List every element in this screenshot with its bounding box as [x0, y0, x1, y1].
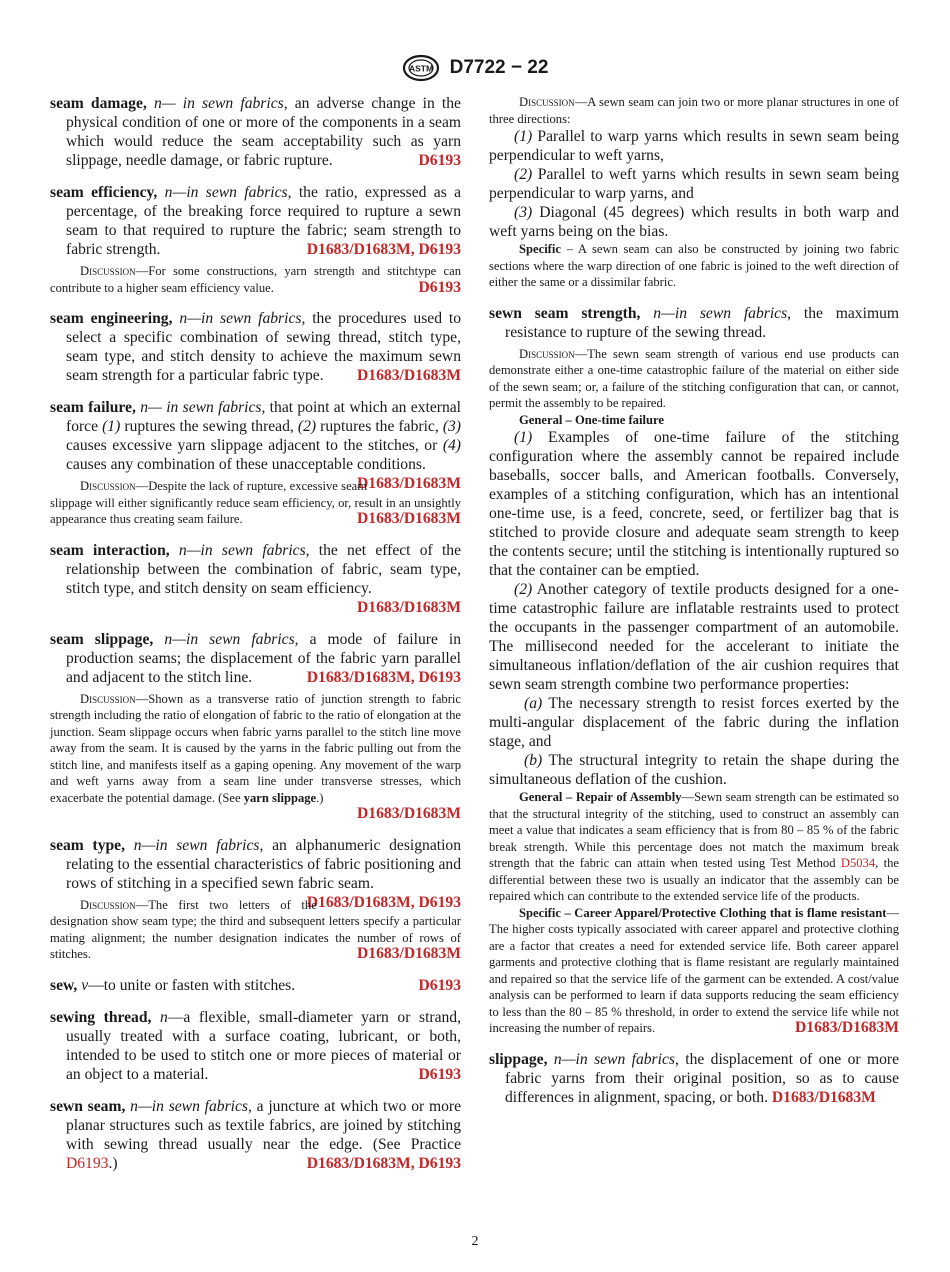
- logo-text: ASTM: [408, 63, 433, 74]
- discussion-label: Discussion: [80, 897, 136, 912]
- entry-seam-damage: [50, 94, 461, 170]
- item-number: (4): [442, 437, 461, 454]
- part-of-speech: n— in sewn fabrics: [153, 95, 284, 112]
- part-of-speech: n—in sewn fabrics: [164, 184, 288, 201]
- discussion-label: Discussion: [519, 346, 575, 361]
- standard-reference[interactable]: D1683/D1683M: [357, 510, 461, 527]
- entry-sewn-seam-strength: [489, 304, 899, 342]
- cross-reference-term: yarn slippage: [243, 790, 317, 805]
- discussion-text-end: .): [316, 790, 324, 805]
- left-column: [50, 94, 461, 1186]
- term: seam damage,: [50, 95, 147, 112]
- term: seam interaction,: [50, 541, 170, 559]
- term: sewn seam strength,: [489, 304, 641, 322]
- term: seam type,: [50, 836, 125, 854]
- term: seam efficiency,: [50, 184, 158, 201]
- document-number: D7722 − 22: [449, 57, 549, 78]
- part-of-speech: n—in sewn fabrics: [553, 1050, 675, 1068]
- item-number: (2): [297, 418, 317, 435]
- part-of-speech: n—in sewn fabrics: [130, 1097, 248, 1115]
- entry-seam-efficiency: [50, 183, 461, 296]
- definition: , the procedures used to select a specific combination of sewing thread, stitch type, seam type, and stitch density to achieve the maximum sewn seam strength for a particular fabric type.: [66, 310, 461, 384]
- part-of-speech: n—in sewn fabrics: [133, 836, 260, 854]
- part-of-speech: n— in sewn fabrics: [140, 399, 262, 416]
- standard-reference[interactable]: D1683/D1683M: [357, 367, 461, 384]
- definition-part: , that point at which an external force: [66, 399, 461, 435]
- page-number: 2: [471, 1234, 479, 1249]
- astm-logo-icon: [402, 54, 440, 82]
- entry-seam-failure: [50, 398, 461, 528]
- strength-item: [489, 580, 899, 694]
- definition-part: ruptures the fabric,: [316, 418, 443, 435]
- entry-seam-interaction: [50, 541, 461, 617]
- discussion-text: —The first two letters of the designation show seam type; the third and subsequent letters specify a particular mating alignment; the number designation indicates the number of rows of stitches.: [50, 897, 461, 961]
- standard-reference[interactable]: D1683/D1683M, D6193: [306, 668, 461, 686]
- item-number: (3): [514, 204, 533, 221]
- strength-subitem: [489, 751, 899, 789]
- item-number: (1): [514, 128, 533, 145]
- item-letter: (b): [524, 752, 543, 769]
- standard-reference[interactable]: D1683/D1683M: [357, 475, 461, 492]
- item-text: Examples of one-time failure of the stitching configuration where the assembly cannot be repaired include baseballs, soccer balls, and American footballs. Conversely, examples of a stitching configuration, which has an intentional one-time use, is a feed, concrete, seed, or fertilizer bag that is stitched to provide closure and adequate seam strength to keep the contents secure; until the stitching is intentionally ruptured so that the container can be emptied.: [489, 429, 899, 579]
- part-of-speech: n: [160, 1008, 168, 1026]
- item-text: The necessary strength to resist forces exerted by the multi-angular displacement of the fabric during the inflation stage, and: [489, 695, 899, 750]
- standard-reference[interactable]: D6193: [418, 1065, 461, 1083]
- definition: —to unite or fasten with stitches.: [88, 976, 296, 994]
- item-letter: (a): [524, 695, 543, 712]
- discussion-text: —For some constructions, yarn strength and stitchtype can contribute to a higher seam efficiency value.: [50, 264, 461, 295]
- discussion-text: —A sewn seam can join two or more planar structures in one of three directions:: [489, 95, 899, 126]
- discussion-text: —Shown as a transverse ratio of junction strength to fabric strength including the ratio of elongation of fabric to the ratio of elongation at the junction. Seam slippage occurs when fabric yarns parallel to the stitch line move away from the seam. It is caused by the yarns in the fabric pulling out from the stitch line, and manifests itself as a gaping opening. Any movement of the warp and weft yarns away from a seam line under transverse stresses, which exacerbate the potential damage. (See: [50, 691, 461, 805]
- direction-item: [489, 165, 899, 203]
- item-number: (2): [514, 581, 533, 598]
- item-text: The structural integrity to retain the shape during the simultaneous deflation of the cushion.: [489, 752, 899, 788]
- definition: , a mode of failure in production seams; the displacement of the fabric yarn parallel and adjacent to the stitch line.: [66, 630, 462, 686]
- standard-link[interactable]: D6193: [66, 1154, 109, 1172]
- general-heading: General – One-time failure: [519, 412, 664, 427]
- item-text: Parallel to warp yarns which results in sewn seam being perpendicular to weft yarns,: [489, 128, 899, 164]
- definition: , the net effect of the relationship between the combination of fabric, seam type, stitch type, and stitch density on seam efficiency.: [66, 541, 462, 597]
- discussion: [50, 263, 461, 296]
- right-column: [489, 94, 899, 1120]
- sewn-seam-discussion: [489, 94, 899, 127]
- repair-text-end: , the differential between these two is usually an indicator that the assembly can be repaired which can contribute to the extended service life of the products.: [489, 856, 900, 903]
- standard-reference[interactable]: D6193: [418, 278, 461, 296]
- standard-reference[interactable]: D1683/D1683M: [795, 1019, 899, 1036]
- strength-subitem: [489, 694, 899, 751]
- entry-sewn-seam: [50, 1097, 461, 1173]
- entry-seam-type: [50, 836, 461, 963]
- term: sewing thread,: [50, 1008, 152, 1026]
- discussion-text: —The sewn seam strength of various end use products can demonstrate either a one-time catastrophic failure of the material on either side of the sewn seam; or, a failure of the stitching configuration that can, or cannot, permit the assembly to be repaired.: [489, 346, 899, 410]
- standard-reference[interactable]: D1683/D1683M: [357, 598, 461, 616]
- definition-part: ruptures the sewing thread,: [120, 418, 298, 435]
- entry-slippage: [489, 1050, 899, 1107]
- discussion-label: Discussion: [80, 264, 136, 278]
- discussion-label: Discussion: [519, 95, 575, 109]
- term: seam engineering,: [50, 310, 173, 327]
- standard-reference[interactable]: D1683/D1683M: [357, 945, 461, 962]
- term: slippage,: [489, 1050, 548, 1068]
- part-of-speech: n—in sewn fabrics: [178, 541, 306, 559]
- standard-reference[interactable]: D1683/D1683M, D6193: [306, 241, 461, 258]
- direction-item: [489, 203, 899, 241]
- definition: —a flexible, small-diameter yarn or strand, usually treated with a surface coating, lubricant, or both, intended to be used to stitch one or more pieces of material or an object to a material.: [66, 1008, 462, 1083]
- entry-seam-slippage: [50, 630, 461, 823]
- strength-item: [489, 428, 899, 580]
- part-of-speech: v: [81, 976, 89, 994]
- page-header: [0, 54, 950, 82]
- standard-reference[interactable]: D6193: [418, 152, 461, 169]
- definition-part: causes excessive yarn slippage adjacent to the stitches, or: [66, 437, 443, 454]
- term: sew,: [50, 976, 78, 994]
- item-number: (2): [514, 166, 533, 183]
- specific-text: – A sewn seam can also be constructed by joining two fabric sections where the warp direction of one fabric is joined to the weft direction of either the same or a dissimilar fabric.: [489, 242, 899, 289]
- direction-item: [489, 127, 899, 165]
- definition-end: .): [108, 1154, 118, 1172]
- item-number: (3): [442, 418, 461, 435]
- standard-link[interactable]: D5034: [840, 856, 876, 870]
- part-of-speech: n—in sewn fabrics: [179, 310, 302, 327]
- standard-reference[interactable]: D1683/D1683M, D6193: [306, 893, 461, 911]
- standard-reference[interactable]: D1683/D1683M: [357, 805, 461, 822]
- item-number: (1): [514, 429, 533, 446]
- standard-reference[interactable]: D1683/D1683M: [771, 1088, 876, 1106]
- definition: , the maximum resistance to rupture of the sewing thread.: [505, 304, 899, 341]
- discussion-label: Discussion: [80, 479, 136, 493]
- standard-reference[interactable]: D6193: [418, 976, 461, 994]
- entry-sewing-thread: [50, 1008, 461, 1084]
- item-text: Diagonal (45 degrees) which results in both warp and weft yarns being on the bias.: [489, 204, 899, 240]
- career-text: —The higher costs typically associated with career apparel and protective clothing are a factor that creates a need for extended service life. Both career apparel garments and protective clothing that is flame resistant are regularly maintained and repaired so that the service life of the garment can be extended. A cost/value analysis can be performed to learn if data supports reducing the seam efficiency to less than the 80 – 85 % threshold, in order to extend the service life while not increasing the number of repairs.: [489, 905, 899, 1035]
- strength-discussion: [489, 346, 899, 412]
- item-number: (1): [102, 418, 121, 435]
- definition: , an alphanumeric designation relating to the essential characteristics of fabric positioning and rows of stitching in a specified sewn fabric seam.: [66, 836, 461, 892]
- standard-reference[interactable]: D1683/D1683M, D6193: [306, 1154, 461, 1172]
- specific-label: Specific: [519, 242, 561, 256]
- item-text: Another category of textile products designed for a one-time catastrophic failure are inflatable restraints used to protect the occupants in the passenger compartment of an automobile. The millisecond needed for the accelerant to initiate the simultaneous inflation/deflation of the air cushion requires that sewn seam strength combine two performance properties:: [489, 581, 899, 693]
- repair-label: General – Repair of Assembly: [519, 790, 682, 804]
- specific-note: [489, 241, 899, 291]
- entry-sew: [50, 976, 461, 995]
- career-note: [489, 905, 899, 1037]
- item-text: Parallel to weft yarns which results in sewn seam being perpendicular to warp yarns, and: [489, 166, 899, 202]
- part-of-speech: n—in sewn fabrics: [164, 630, 295, 648]
- term: sewn seam,: [50, 1097, 126, 1115]
- entry-seam-engineering: [50, 309, 461, 385]
- term: seam failure,: [50, 399, 136, 416]
- career-label: Specific – Career Apparel/Protective Clothing that is flame resistant: [519, 905, 887, 920]
- definition: , a juncture at which two or more planar structures such as textile fabrics, are joined by stitching with sewing thread usually near the edge. (See Practice: [66, 1097, 462, 1153]
- term: seam slippage,: [50, 630, 154, 648]
- repair-note: [489, 789, 899, 905]
- discussion: [50, 691, 461, 823]
- definition-part: causes any combination of these unacceptable conditions.: [66, 456, 426, 473]
- definition: , the displacement of one or more fabric yarns from their original position, so as to cause differences in alignment, spacing, or both.: [505, 1050, 899, 1106]
- discussion-text: —Despite the lack of rupture, excessive seam slippage will either significantly reduce seam efficiency, or, result in an unsightly appearance thus creating seam failure.: [50, 479, 461, 526]
- definition: , an adverse change in the physical condition of one or more of the components in a seam which would reduce the seam acceptability such as yarn slippage, needle damage, or fabric rupture.: [66, 95, 461, 169]
- part-of-speech: n—in sewn fabrics: [653, 304, 788, 322]
- definition: , the ratio, expressed as a percentage, of the breaking force required to rupture a sewn seam to that required to rupture the fabric; seam strength to fabric strength.: [66, 184, 462, 258]
- discussion-label: Discussion: [80, 691, 136, 706]
- repair-text: —Sewn seam strength can be estimated so that the structural integrity of the stitching, used to construct an assembly can meet a value that indicates a seam efficiency that is from 80 – 85 % of the fabric break strength. While this percentage does not match the maximum break strength that the fabric can attain when tested using Test Method: [489, 790, 899, 870]
